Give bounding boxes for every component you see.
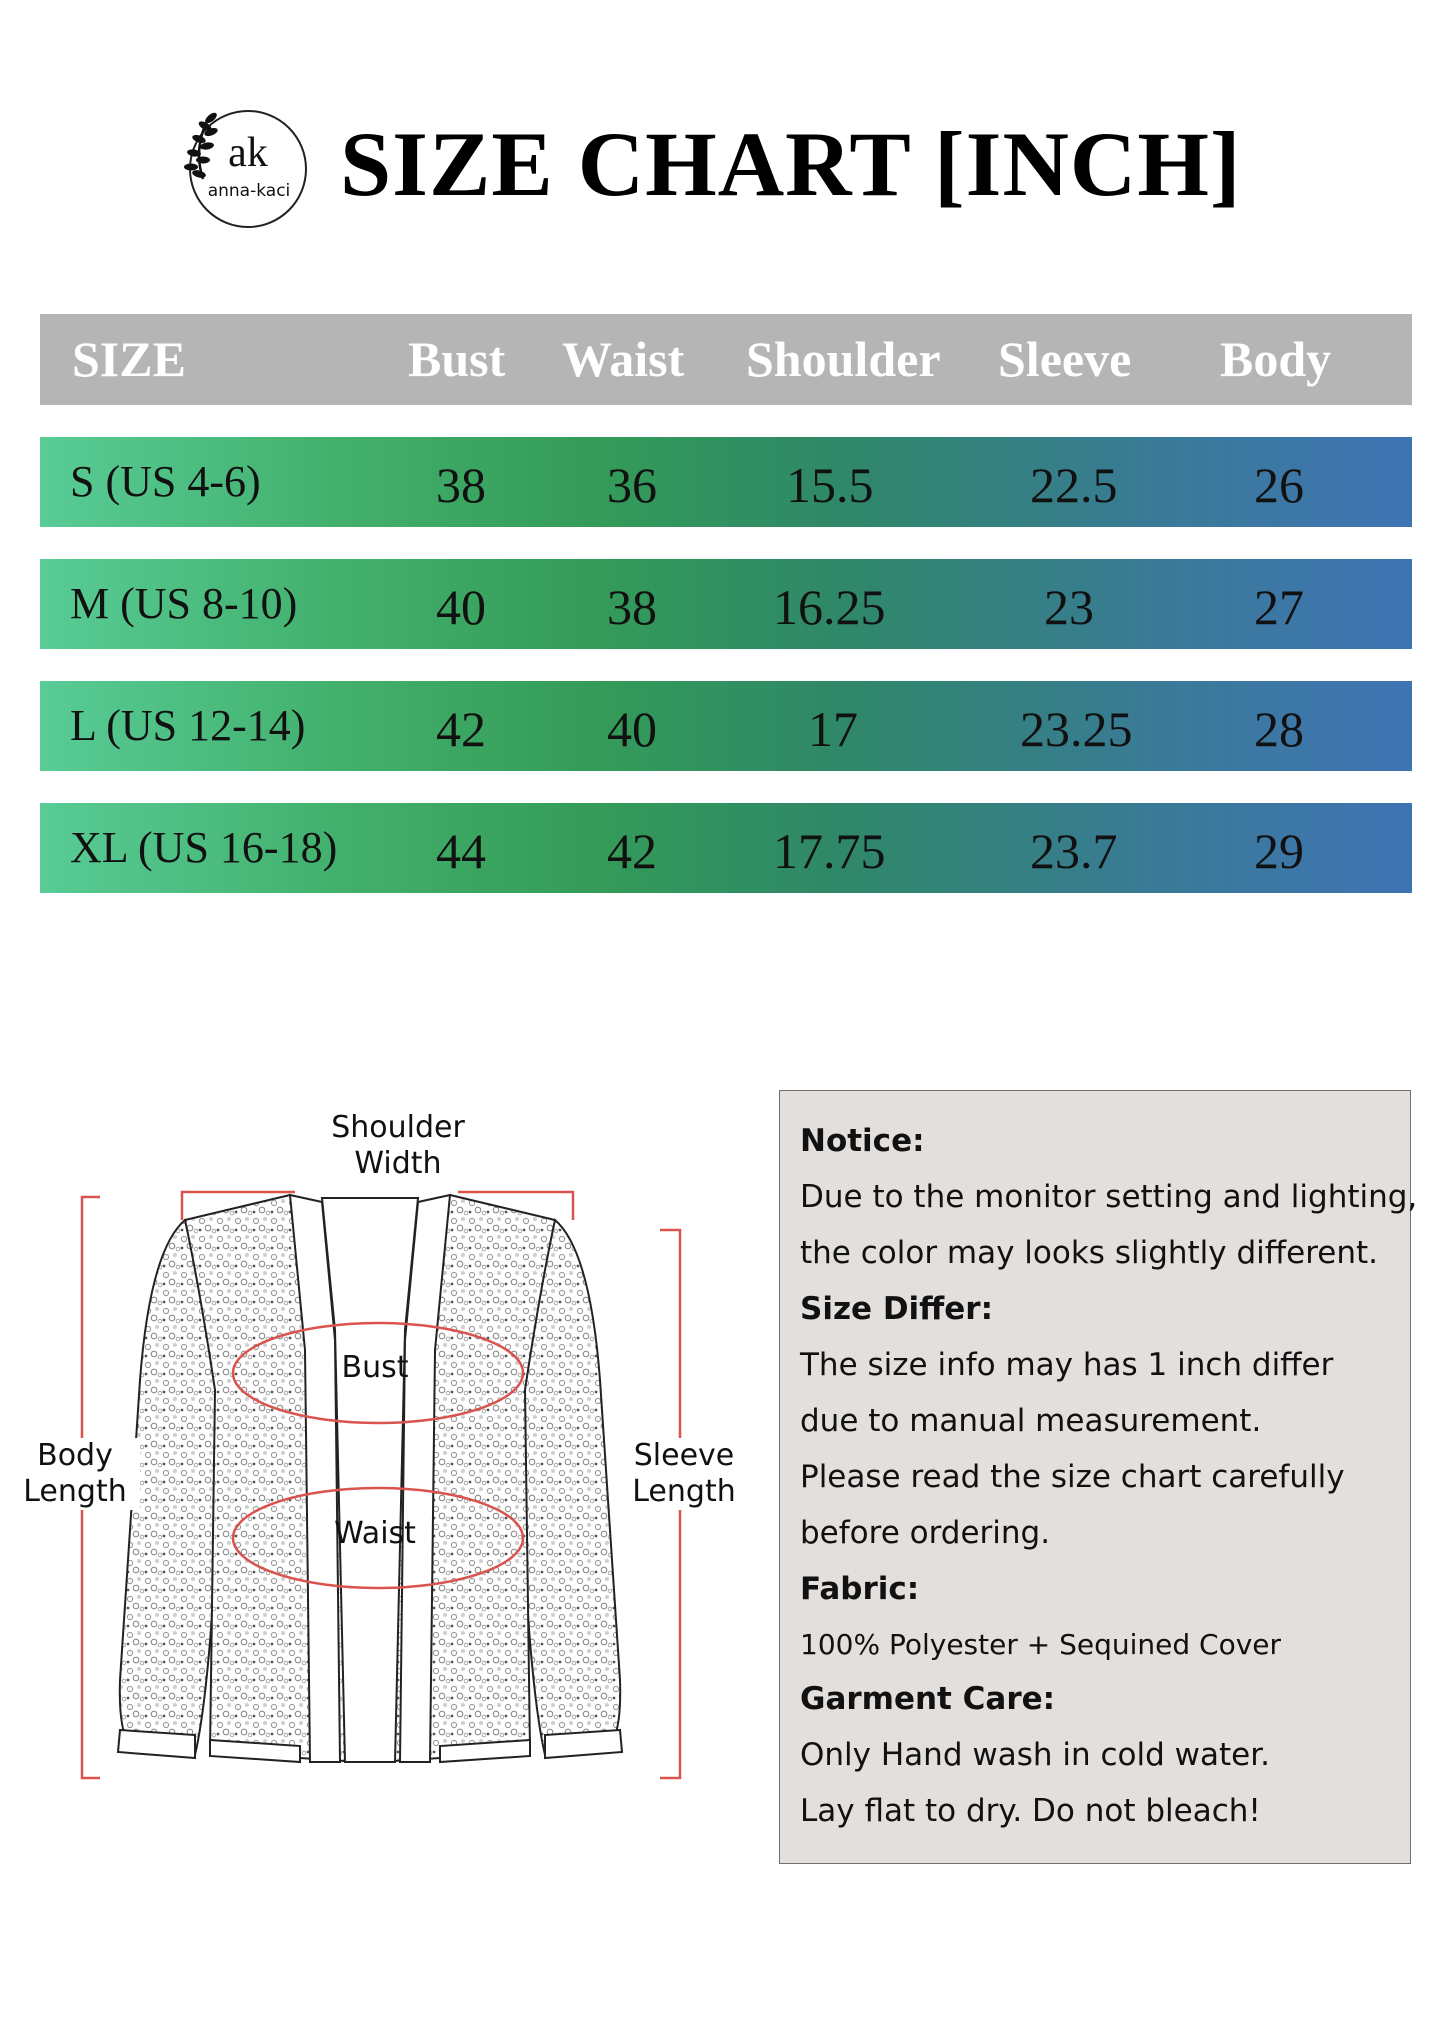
cell-shoulder: 15.5 — [786, 457, 874, 513]
notice-text-line: Please read the size chart carefully — [800, 1459, 1345, 1495]
cell-waist: 36 — [607, 457, 657, 513]
notice-text-line: the color may looks slightly different. — [800, 1235, 1378, 1271]
table-row — [40, 437, 1412, 527]
cell-sleeve: 23.25 — [1020, 701, 1133, 757]
cell-waist: 42 — [607, 823, 657, 879]
notice-box — [779, 1090, 1418, 1864]
size-differ-heading: Size Differ: — [800, 1291, 993, 1327]
shoulder-label-line2: Width — [354, 1146, 442, 1181]
care-text-line: Lay flat to dry. Do not bleach! — [800, 1793, 1261, 1829]
sleeve-label-line2: Length — [632, 1474, 736, 1509]
jacket-measurement-diagram — [0, 1090, 760, 1830]
header-body: Body — [1220, 331, 1332, 387]
cell-body: 28 — [1254, 701, 1304, 757]
waist-label: Waist — [334, 1516, 416, 1551]
header-size: SIZE — [72, 331, 186, 387]
notice-text-line: before ordering. — [800, 1515, 1051, 1551]
fabric-heading: Fabric: — [800, 1571, 920, 1607]
cell-size: M (US 8-10) — [70, 579, 298, 628]
cell-bust: 44 — [436, 823, 486, 879]
body-length-label — [10, 1438, 140, 1510]
table-row — [40, 681, 1412, 771]
notice-text-line: due to manual measurement. — [800, 1403, 1262, 1439]
cell-bust: 38 — [436, 457, 486, 513]
table-row — [40, 803, 1412, 893]
cell-sleeve: 23.7 — [1030, 823, 1118, 879]
table-row — [40, 559, 1412, 649]
cell-shoulder: 16.25 — [773, 579, 886, 635]
table-header — [40, 314, 1412, 405]
page-title: SIZE CHART [INCH] — [340, 113, 1242, 215]
cell-waist: 40 — [607, 701, 657, 757]
cell-shoulder: 17.75 — [773, 823, 886, 879]
cell-sleeve: 22.5 — [1030, 457, 1118, 513]
cell-sleeve: 23 — [1044, 579, 1094, 635]
brand-name: anna-kaci — [207, 181, 291, 201]
notice-text-line: Due to the monitor setting and lighting, — [800, 1179, 1418, 1215]
garment-care-heading: Garment Care: — [800, 1681, 1056, 1717]
anna-kaci-logo — [163, 104, 313, 234]
care-text-line: Only Hand wash in cold water. — [800, 1737, 1270, 1773]
fabric-text: 100% Polyester + Sequined Cover — [800, 1628, 1282, 1661]
sleeve-label-line1: Sleeve — [633, 1438, 735, 1473]
body-label-line1: Body — [37, 1438, 113, 1473]
bust-label: Bust — [341, 1350, 409, 1385]
cell-size: XL (US 16-18) — [70, 823, 338, 872]
brand-monogram: ak — [228, 130, 268, 176]
cell-bust: 42 — [436, 701, 486, 757]
cell-body: 26 — [1254, 457, 1304, 513]
header-waist: Waist — [562, 331, 685, 387]
cell-size: L (US 12-14) — [70, 701, 306, 750]
cell-waist: 38 — [607, 579, 657, 635]
notice-text-line: The size info may has 1 inch differ — [800, 1347, 1334, 1383]
cell-bust: 40 — [436, 579, 486, 635]
cell-body: 29 — [1254, 823, 1304, 879]
shoulder-label-line1: Shoulder — [331, 1110, 465, 1145]
header-sleeve: Sleeve — [998, 331, 1132, 387]
leaf-branch-icon — [184, 111, 219, 179]
body-label-line2: Length — [23, 1474, 127, 1509]
sleeve-length-label — [624, 1438, 744, 1510]
cell-size: S (US 4-6) — [70, 457, 261, 506]
header-bust: Bust — [408, 331, 506, 387]
cell-shoulder: 17 — [808, 701, 858, 757]
notice-heading: Notice: — [800, 1123, 925, 1159]
shoulder-width-label — [318, 1110, 478, 1182]
header-shoulder: Shoulder — [746, 331, 941, 387]
cell-body: 27 — [1254, 579, 1304, 635]
